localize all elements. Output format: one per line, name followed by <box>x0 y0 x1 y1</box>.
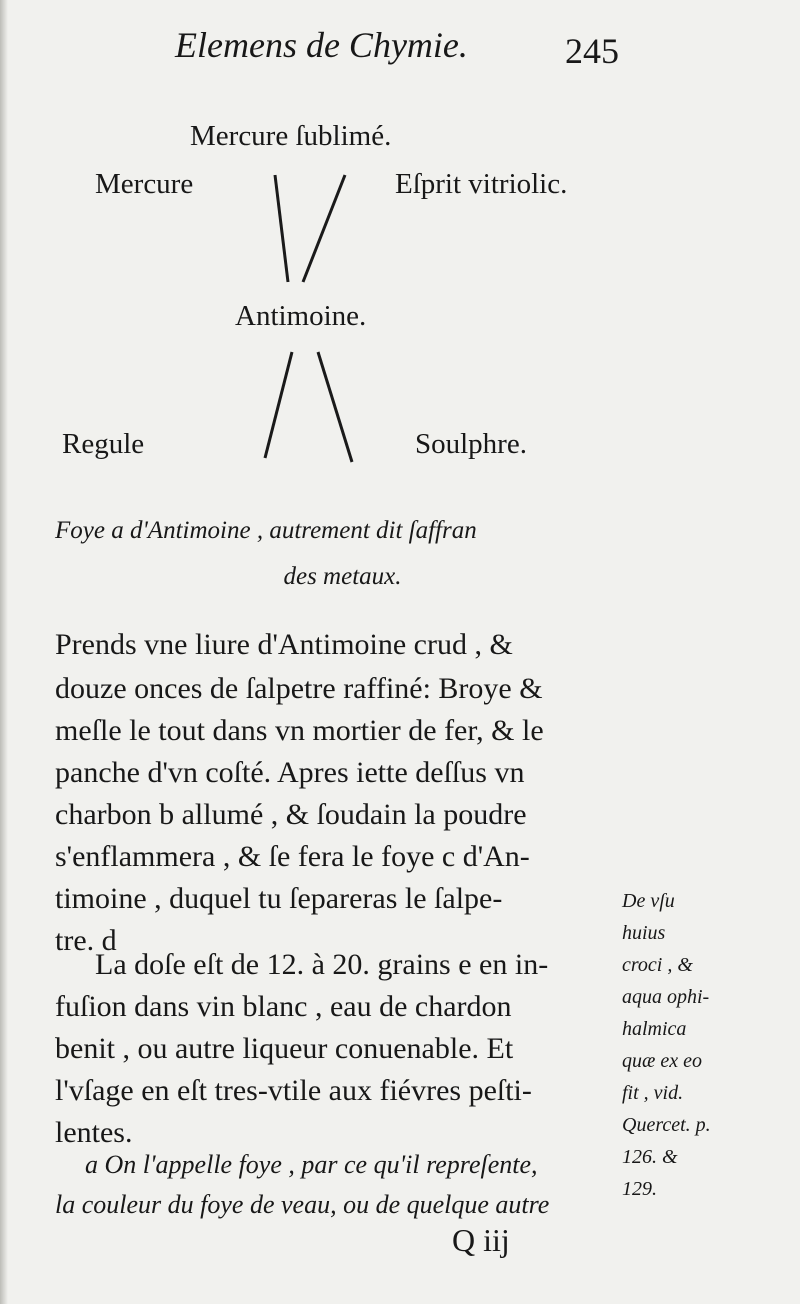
recipe-title <box>55 508 630 600</box>
margin-note-line: huius <box>622 922 666 944</box>
margin-note-line: halmica <box>622 1018 687 1040</box>
body-line: benit , ou autre liqueur conuenable. Et <box>55 1032 514 1065</box>
diagram-line-left-lower <box>265 352 292 458</box>
body-line: tre. d <box>55 924 117 957</box>
recipe-title-line-2: des metaux. <box>283 563 402 590</box>
diagram-left-label: Mercure <box>95 168 194 200</box>
footnote-line-2: la couleur du foye de veau, ou de quelque autre <box>55 1190 550 1219</box>
margin-note-line: 126. & <box>622 1146 678 1168</box>
margin-note-line: fit , vid. <box>622 1082 684 1104</box>
body-line: l'vſage en eſt tres-vtile aux fiévres peſti- <box>55 1074 532 1107</box>
body-line: panche d'vn coſté. Apres iette deſſus vn <box>55 756 525 789</box>
margin-note-line: quæ ex eo <box>622 1050 702 1072</box>
body-line: s'enflammera , & ſe fera le foye c d'An- <box>55 840 530 873</box>
diagram-right-label: Eſprit vitriolic. <box>395 168 568 200</box>
running-title: Elemens de Chymie. <box>175 25 468 65</box>
body-line: timoine , duquel tu ſepareras le ſalpe- <box>55 882 503 915</box>
diagram-bottom-left-label: Regule <box>62 428 145 460</box>
antimony-diagram <box>0 0 800 500</box>
margin-note-line: Quercet. p. <box>622 1114 711 1136</box>
body-line: Prends vne liure d'Antimoine crud , & <box>55 628 513 661</box>
margin-note-line: 129. <box>622 1178 657 1200</box>
diagram-line-right-upper <box>303 175 345 282</box>
diagram-top-label: Mercure ſublimé. <box>190 120 392 152</box>
catchword: Q iij <box>452 1222 510 1258</box>
body-line: La doſe eſt de 12. à 20. grains e en in- <box>95 948 549 981</box>
body-line: douze onces de ſalpetre raffiné: Broye & <box>55 672 543 705</box>
margin-note <box>622 885 772 1205</box>
body-line: charbon b allumé , & ſoudain la poudre <box>55 798 527 831</box>
diagram-middle-label: Antimoine. <box>235 300 367 332</box>
footnote-line-1: a On l'appelle foye , par ce qu'il repreſente, <box>85 1150 538 1179</box>
diagram-line-right-lower <box>318 352 352 462</box>
page-number: 245 <box>565 31 619 71</box>
margin-note-line: croci , & <box>622 954 693 976</box>
diagram-line-left-upper <box>275 175 288 282</box>
margin-note-line: aqua ophi- <box>622 986 710 1008</box>
recipe-title-line-1: Foye a d'Antimoine , autrement dit ſaffran <box>55 517 477 544</box>
body-line: lentes. <box>55 1116 133 1149</box>
margin-note-line: De vſu <box>622 890 675 912</box>
body-line: meſle le tout dans vn mortier de fer, & le <box>55 714 544 747</box>
body-line: fuſion dans vin blanc , eau de chardon <box>55 990 512 1023</box>
diagram-bottom-right-label: Soulphre. <box>415 428 527 460</box>
